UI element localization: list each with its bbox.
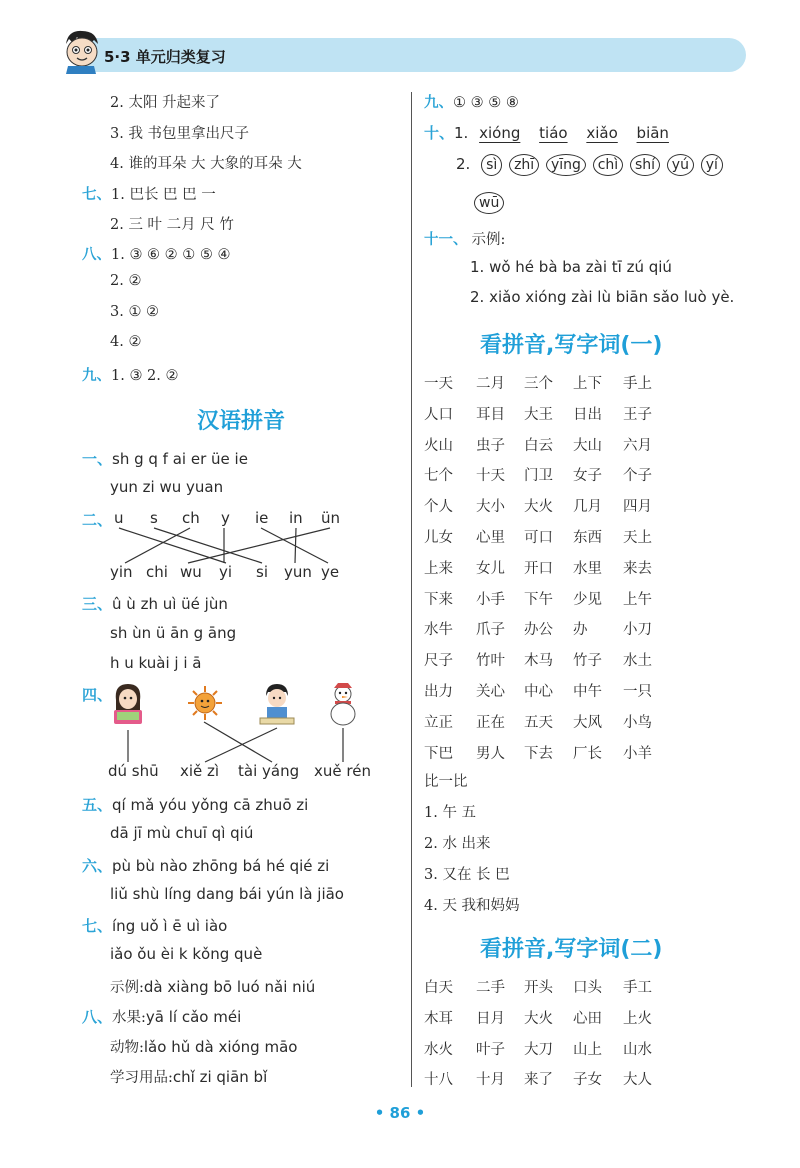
word-cell: 子女 <box>573 1072 602 1089</box>
list-item: 七、1. 巴长 巴 巴 一 <box>82 186 216 203</box>
page-number: • 86 • <box>374 1104 426 1122</box>
word-cell: 来去 <box>623 560 652 577</box>
picture-label: xuě rén <box>314 762 371 780</box>
right-q10-2: 2. sì zhī yīng chì shí yú yí <box>456 154 725 176</box>
compare-item: 3. 又在 长 巴 <box>424 867 510 883</box>
word-cell: 大山 <box>573 437 602 454</box>
word-cell: 个人 <box>424 499 453 516</box>
word-cell: 上火 <box>623 1010 652 1027</box>
word-cell: 五天 <box>524 714 553 731</box>
word-cell: 大小 <box>476 499 505 516</box>
right-q9: 九、① ③ ⑤ ⑧ <box>424 94 519 111</box>
list-item: 3. 我 书包里拿出尺子 <box>110 126 250 142</box>
word-cell: 正在 <box>476 714 505 731</box>
word-cell: 办公 <box>524 622 553 639</box>
match-bottom-item: wu <box>180 563 202 581</box>
word-cell: 大火 <box>524 1010 553 1027</box>
word-cell: 火山 <box>424 437 453 454</box>
word-cell: 大火 <box>524 499 553 516</box>
word-cell: 口头 <box>573 980 602 996</box>
word-cell: 白天 <box>424 980 453 996</box>
word-cell: 上下 <box>573 376 602 392</box>
list-item: 2. 三 叶 二月 尺 竹 <box>110 217 234 233</box>
match-top-item: y <box>221 509 230 527</box>
picture-label: tài yáng <box>238 762 300 780</box>
list-item: 4. 谁的耳朵 大 大象的耳朵 大 <box>110 156 302 172</box>
word-cell: 开口 <box>524 560 553 577</box>
pinyin-q8-fruit: 八、水果:yā lí cǎo méi <box>82 1008 242 1026</box>
word-cell: 水牛 <box>424 622 453 639</box>
word-cell: 东西 <box>573 530 602 546</box>
underlined-pinyin: tiáo <box>539 124 568 142</box>
underlined-pinyin: biān <box>636 124 669 142</box>
pinyin-q6-line1: 六、pù bù nào zhōng bá hé qié zi <box>82 857 330 875</box>
word-cell: 爪子 <box>476 622 505 639</box>
circled-syllable: shí <box>630 154 660 176</box>
pinyin-q4-mark: 四、 <box>82 686 113 704</box>
pinyin-q7-example: 示例:dà xiàng bō luó nǎi niú <box>110 978 316 996</box>
word-cell: 六月 <box>623 437 652 454</box>
pinyin-q5-line1: 五、qí mǎ yóu yǒng cā zhuō zi <box>82 796 309 814</box>
word-cell: 开头 <box>524 980 553 996</box>
circled-syllable: wū <box>474 192 504 214</box>
word-cell: 来了 <box>524 1072 553 1089</box>
word-cell: 少见 <box>573 591 602 608</box>
circled-syllable: zhī <box>509 154 539 176</box>
word-cell: 大风 <box>573 714 602 731</box>
word-cell: 小手 <box>476 591 505 608</box>
word-cell: 下去 <box>524 745 553 762</box>
match-top-item: ie <box>255 509 269 527</box>
circled-syllable: chì <box>593 154 623 176</box>
word-cell: 叶子 <box>476 1041 505 1058</box>
word-cell: 女儿 <box>476 560 505 577</box>
word-cell: 十天 <box>476 468 505 485</box>
word-cell: 十月 <box>476 1072 505 1089</box>
word-cell: 中午 <box>573 684 602 700</box>
list-item: 2. 太阳 升起来了 <box>110 95 221 111</box>
word-cell: 立正 <box>424 714 453 731</box>
section-title-write-1: 看拼音,写字词(一) <box>480 333 663 358</box>
word-cell: 二手 <box>476 980 505 996</box>
list-item: 3. ① ② <box>110 304 160 320</box>
match-top-item: u <box>114 509 124 527</box>
pinyin-q7-line2: iǎo ǒu èi k kǒng què <box>110 945 263 963</box>
word-cell: 三个 <box>524 376 553 392</box>
circled-syllable: sì <box>481 154 502 176</box>
word-cell: 日月 <box>476 1010 505 1027</box>
right-q10-1: 十、1. xióng tiáo xiǎo biān <box>424 124 669 142</box>
circled-syllable: yú <box>667 154 694 176</box>
word-cell: 心里 <box>476 530 505 546</box>
word-cell: 一天 <box>424 376 453 392</box>
picture-label: xiě zì <box>180 762 220 780</box>
word-cell: 十八 <box>424 1072 453 1089</box>
word-cell: 手工 <box>623 980 652 996</box>
word-cell: 山水 <box>623 1041 652 1058</box>
word-cell: 竹叶 <box>476 653 505 670</box>
list-item: 2. ② <box>110 273 142 289</box>
match-bottom-item: chi <box>146 563 168 581</box>
word-cell: 水火 <box>424 1041 453 1058</box>
match-bottom-item: yin <box>110 563 133 581</box>
word-cell: 水土 <box>623 653 652 670</box>
word-cell: 虫子 <box>476 437 505 454</box>
word-cell: 中心 <box>524 684 553 700</box>
circled-syllable: yí <box>701 154 723 176</box>
word-cell: 天上 <box>623 530 652 546</box>
word-cell: 一只 <box>623 684 652 700</box>
word-cell: 木马 <box>524 653 553 670</box>
word-cell: 二月 <box>476 376 505 392</box>
word-cell: 四月 <box>623 499 652 516</box>
word-cell: 下来 <box>424 591 453 608</box>
list-item: 八、1. ③ ⑥ ② ① ⑤ ④ <box>82 246 231 263</box>
word-cell: 七个 <box>424 468 453 485</box>
word-cell: 个子 <box>623 468 652 485</box>
word-cell: 人口 <box>424 406 453 423</box>
word-cell: 白云 <box>524 437 553 454</box>
word-cell: 出力 <box>424 684 453 700</box>
word-cell: 几月 <box>573 499 602 516</box>
word-cell: 小鸟 <box>623 714 652 731</box>
word-cell: 儿女 <box>424 530 453 546</box>
pinyin-q2-mark: 二、 <box>82 511 113 529</box>
match-top-item: in <box>289 509 303 527</box>
compare-item: 1. 午 五 <box>424 805 477 821</box>
word-cell: 上午 <box>623 591 652 608</box>
word-cell: 竹子 <box>573 653 602 670</box>
word-cell: 耳目 <box>476 406 505 423</box>
right-q11-line2: 2. xiǎo xióng zài lù biān sǎo luò yè. <box>470 288 735 306</box>
pinyin-q8-animal: 动物:lǎo hǔ dà xióng māo <box>110 1038 298 1056</box>
right-q11-label: 十一、 示例: <box>424 231 506 248</box>
circled-syllable: yīng <box>546 154 586 176</box>
compare-item: 2. 水 出来 <box>424 836 491 852</box>
word-cell: 厂长 <box>573 745 602 762</box>
word-cell: 尺子 <box>424 653 453 670</box>
pinyin-q3-line1: 三、û ù zh uì üé jùn <box>82 595 228 613</box>
word-cell: 可口 <box>524 530 553 546</box>
word-cell: 小刀 <box>623 622 652 639</box>
pinyin-q5-line2: dā jī mù chuī qì qiú <box>110 824 254 842</box>
right-q10-2-cont <box>474 192 506 214</box>
compare-item: 4. 天 我和妈妈 <box>424 898 520 914</box>
word-cell: 小羊 <box>623 745 652 762</box>
word-cell: 女子 <box>573 468 602 485</box>
pinyin-q1-line2: yun zi wu yuan <box>110 478 224 496</box>
word-cell: 日出 <box>573 406 602 423</box>
picture-label: dú shū <box>108 762 159 780</box>
section-title-pinyin: 汉语拼音 <box>197 409 286 434</box>
word-cell: 水里 <box>573 560 602 577</box>
match-bottom-item: yun <box>284 563 312 581</box>
pinyin-q6-line2: liǔ shù líng dang bái yún là jiāo <box>110 885 344 903</box>
word-cell: 上来 <box>424 560 453 577</box>
word-cell: 大王 <box>524 406 553 423</box>
match-top-item: ün <box>321 509 341 527</box>
word-cell: 下巴 <box>424 745 453 762</box>
section-title-write-2: 看拼音,写字词(二) <box>480 937 663 962</box>
word-cell: 心田 <box>573 1010 602 1027</box>
word-cell: 手上 <box>623 376 652 392</box>
underlined-pinyin: xióng <box>479 124 521 142</box>
word-cell: 男人 <box>476 745 505 762</box>
pinyin-q7-line1: 七、íng uǒ ì ē uì iào <box>82 917 228 935</box>
word-cell: 门卫 <box>524 468 553 485</box>
word-cell: 大人 <box>623 1072 652 1089</box>
word-cell: 办 <box>573 622 588 639</box>
pinyin-q1-line1: 一、sh g q f ai er üe ie <box>82 450 248 468</box>
compare-label: 比一比 <box>424 774 468 790</box>
word-cell: 大刀 <box>524 1041 553 1058</box>
word-cell: 关心 <box>476 684 505 700</box>
match-top-item: s <box>150 509 158 527</box>
match-bottom-item: si <box>256 563 268 581</box>
word-cell: 木耳 <box>424 1010 453 1027</box>
match-bottom-item: ye <box>321 563 340 581</box>
word-cell: 王子 <box>623 406 652 423</box>
header-title: 5·3 单元归类复习 <box>104 48 226 66</box>
pinyin-q3-line2: sh ùn ü ān g āng <box>110 624 237 642</box>
right-q11-line1: 1. wǒ hé bà ba zài tī zú qiú <box>470 258 672 276</box>
underlined-pinyin: xiǎo <box>586 124 618 142</box>
match-bottom-item: yi <box>219 563 233 581</box>
word-cell: 下午 <box>524 591 553 608</box>
match-top-item: ch <box>182 509 200 527</box>
list-item: 九、1. ③ 2. ② <box>82 367 179 384</box>
pinyin-q3-line3: h u kuài j i ā <box>110 654 202 672</box>
pinyin-q8-school: 学习用品:chǐ zi qiān bǐ <box>110 1068 268 1086</box>
list-item: 4. ② <box>110 334 142 350</box>
word-cell: 山上 <box>573 1041 602 1058</box>
